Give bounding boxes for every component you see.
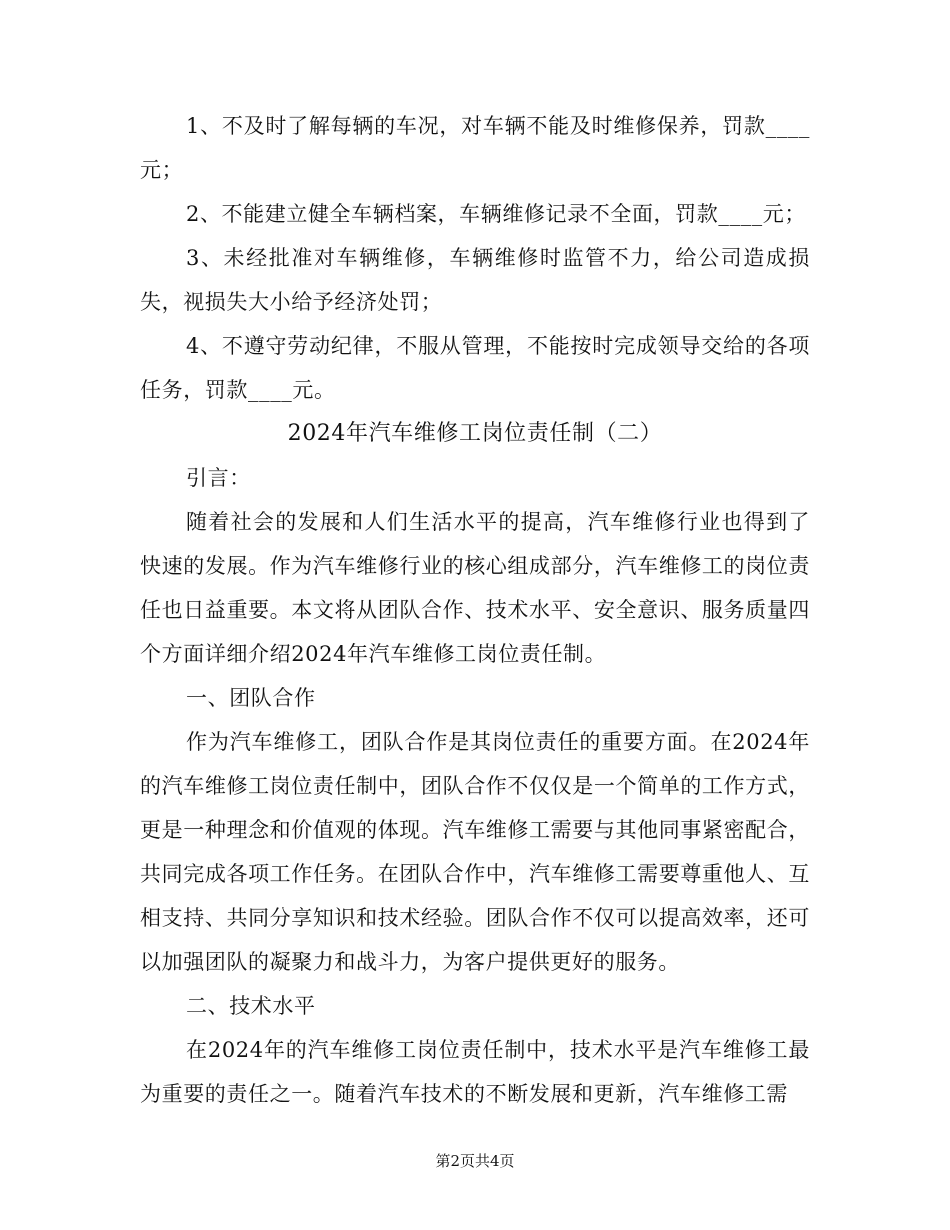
page-number-footer: 第2页共4页 [435, 1152, 515, 1170]
penalty-item-3: 3、未经批准对车辆维修，车辆维修时监管不力，给公司造成损失，视损失大小给予经济处罚； [140, 246, 810, 314]
section-1-paragraph: 作为汽车维修工，团队合作是其岗位责任的重要方面。在2024年的汽车维修工岗位责任制中，团队合作不仅仅是一个简单的工作方式，更是一种理念和价值观的体现。汽车维修工需要与其他同事紧密配合，共同完成各项工作任务。在团队合作中，汽车维修工需要尊重他人、互相支持、共同分享知识和技术经验。团队合作不仅可以提高效率，还可以加强团队的凝聚力和战斗力，为客户提供更好的服务。 [140, 730, 810, 974]
document-body [140, 104, 810, 1116]
section-1-heading: 一、团队合作 [186, 686, 316, 710]
intro-label: 引言： [186, 466, 251, 490]
document-title: 2024年汽车维修工岗位责任制（二） [287, 421, 663, 446]
penalty-item-1: 1、不及时了解每辆的车况，对车辆不能及时维修保养，罚款____元； [140, 114, 810, 182]
section-2-paragraph: 在2024年的汽车维修工岗位责任制中，技术水平是汽车维修工最为重要的责任之一。随着汽车技术的不断发展和更新，汽车维修工需 [140, 1038, 810, 1106]
section-2-heading: 二、技术水平 [186, 994, 316, 1018]
intro-paragraph: 随着社会的发展和人们生活水平的提高，汽车维修行业也得到了快速的发展。作为汽车维修行业的核心组成部分，汽车维修工的岗位责任也日益重要。本文将从团队合作、技术水平、安全意识、服务质量四个方面详细介绍2024年汽车维修工岗位责任制。 [140, 510, 810, 666]
penalty-item-4: 4、不遵守劳动纪律，不服从管理，不能按时完成领导交给的各项任务，罚款____元。 [140, 334, 810, 402]
penalty-item-2: 2、不能建立健全车辆档案，车辆维修记录不全面，罚款____元； [186, 202, 806, 226]
